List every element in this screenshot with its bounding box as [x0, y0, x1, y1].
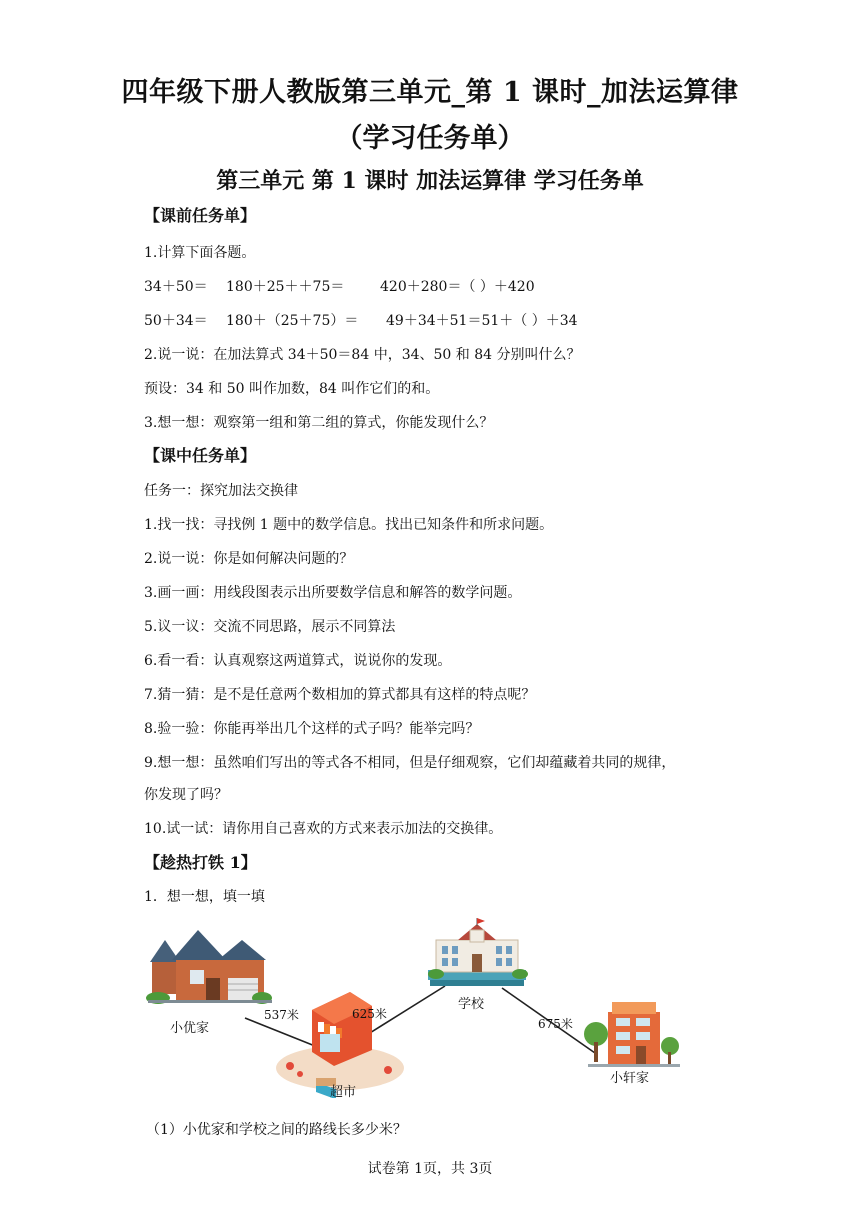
distance-label: 537米 [264, 1008, 299, 1022]
route-line-home-market [245, 1018, 315, 1046]
expression: 420＋280＝（ ）＋420 [380, 279, 535, 295]
flag-icon [477, 918, 485, 924]
in-class-item: 9.想一想：虽然咱们写出的等式各不相同，但是仔细观察，它们却蕴藏着共同的规律， [144, 755, 676, 771]
in-class-item: 你发现了吗？ [144, 787, 228, 803]
pre-class-q2: 2.说一说：在加法算式 34＋50＝84 中，34、50 和 84 分别叫什么？ [144, 347, 581, 363]
distance-label: 625米 [352, 1007, 387, 1021]
distance-label: 675米 [538, 1017, 573, 1031]
label-home-you: 小优家 [170, 1021, 210, 1036]
route-figure [140, 918, 720, 1098]
school-icon [428, 918, 528, 986]
in-class-item: 6.看一看：认真观察这两道算式，说说你的发现。 [144, 653, 452, 669]
in-class-item: 8.验一验：你能再举出几个这样的式子吗？能举完吗？ [144, 721, 480, 737]
pre-class-q1: 1.计算下面各题。 [144, 245, 256, 261]
expression: 180＋25＋＋75＝ [226, 279, 345, 295]
house-xuan-icon [584, 1002, 680, 1067]
in-class-item: 2.说一说：你是如何解决问题的？ [144, 551, 354, 567]
page-footer: 试卷第 1页，共 3页 [367, 1161, 493, 1177]
page-title: 四年级下册人教版第三单元_第 1 课时_加法运算律 [121, 77, 739, 108]
pre-class-q3: 3.想一想：观察第一组和第二组的算式，你能发现什么？ [144, 415, 494, 431]
practice-q1: 1．想一想，填一填 [144, 889, 265, 905]
in-class-heading: 【课中任务单】 [144, 446, 257, 465]
in-class-item: 10.试一试：请你用自己喜欢的方式来表示加法的交换律。 [144, 821, 503, 837]
practice-heading: 【趁热打铁 1】 [144, 853, 257, 872]
label-market: 超市 [330, 1085, 357, 1098]
pre-class-heading: 【课前任务单】 [144, 206, 257, 225]
expression: 50＋34＝ [144, 313, 208, 329]
expression: 34＋50＝ [144, 279, 208, 295]
section-title: 第三单元 第 1 课时 加法运算律 学习任务单 [216, 168, 644, 194]
house-you-icon [146, 930, 272, 1004]
route-map [140, 918, 720, 1098]
expression: 49＋34＋51＝51＋（ ）＋34 [386, 313, 578, 329]
page-subtitle: （学习任务单） [335, 123, 525, 154]
in-class-item: 1.找一找：寻找例 1 题中的数学信息。找出已知条件和所求问题。 [144, 517, 554, 533]
expression: 180＋（25＋75）＝ [226, 313, 359, 329]
label-home-xuan: 小轩家 [610, 1071, 650, 1086]
pre-class-preset: 预设：34 和 50 叫作加数，84 叫作它们的和。 [144, 381, 440, 397]
in-class-item: 3.画一画：用线段图表示出所要数学信息和解答的数学问题。 [144, 585, 522, 601]
in-class-task1: 任务一：探究加法交换律 [144, 483, 298, 499]
in-class-item: 7.猜一猜：是不是任意两个数相加的算式都具有这样的特点呢？ [144, 687, 536, 703]
practice-sub1: （1）小优家和学校之间的路线长多少米？ [146, 1122, 407, 1138]
in-class-item: 5.议一议：交流不同思路，展示不同算法 [144, 619, 396, 635]
label-school: 学校 [458, 997, 485, 1012]
